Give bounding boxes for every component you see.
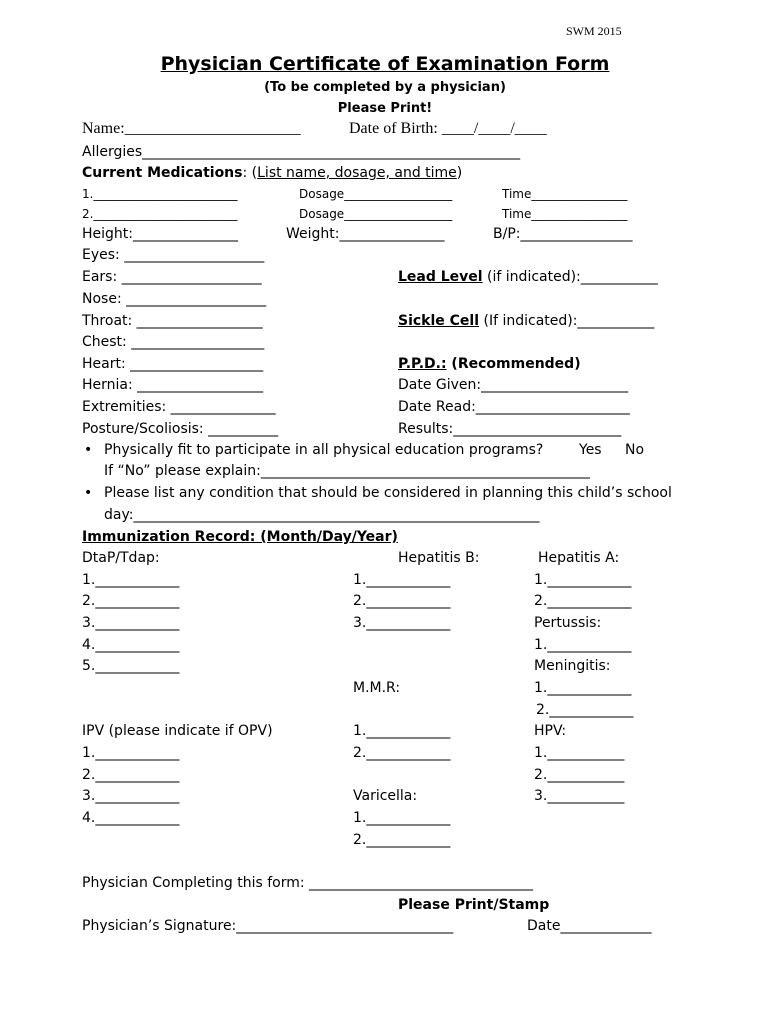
bp-field[interactable]: B/P:________________: [493, 226, 633, 242]
chest-field[interactable]: Chest: ___________________: [82, 334, 265, 350]
medication-1-name[interactable]: 1.________________________: [82, 187, 238, 201]
hepb-1-field[interactable]: 1.____________: [353, 572, 451, 588]
dtap-4-field[interactable]: 4.____________: [82, 637, 180, 653]
physically-fit-question: Physically fit to participate in all physical education programs?: [104, 442, 544, 458]
hpv-3-field[interactable]: 3.___________: [534, 788, 625, 804]
hepb-2-field[interactable]: 2.____________: [353, 593, 451, 609]
allergies-field[interactable]: Allergies______________________________________________________: [82, 144, 521, 160]
mmr-1-field[interactable]: 1.____________: [353, 723, 451, 739]
ppd-results-field[interactable]: Results:________________________: [398, 421, 622, 437]
lead-level-label: Lead Level: [398, 269, 483, 285]
meningitis-label: Meningitis:: [534, 658, 611, 674]
heart-field[interactable]: Heart: ___________________: [82, 356, 264, 372]
ppd-date-given-field[interactable]: Date Given:_____________________: [398, 377, 629, 393]
posture-field[interactable]: Posture/Scoliosis: __________: [82, 421, 279, 437]
medications-close: ): [456, 165, 463, 181]
medication-1-time[interactable]: Time________________: [502, 187, 628, 201]
throat-field[interactable]: Throat: __________________: [82, 313, 263, 329]
lead-level-field[interactable]: [398, 269, 658, 285]
explain-field[interactable]: If “No” please explain:_______________________________________________: [104, 463, 590, 479]
varicella-2-field[interactable]: 2.____________: [353, 832, 451, 848]
condition-question: Please list any condition that should be considered in planning this child’s school: [104, 485, 672, 501]
medication-2-dosage[interactable]: Dosage__________________: [299, 207, 453, 221]
please-print-note: Please Print!: [337, 101, 433, 116]
form-code: SWM 2015: [566, 24, 622, 38]
condition-field[interactable]: day:__________________________________________________________: [104, 507, 540, 523]
varicella-1-field[interactable]: 1.____________: [353, 810, 451, 826]
medication-2-name[interactable]: 2.________________________: [82, 207, 238, 221]
signature-date-field[interactable]: Date_____________: [527, 918, 652, 934]
medications-label: Current Medications: [82, 165, 243, 181]
pertussis-label: Pertussis:: [534, 615, 602, 631]
ppd-recommended: (Recommended): [446, 356, 581, 372]
medications-heading: [82, 165, 462, 181]
bullet-icon: •: [84, 485, 93, 501]
ipv-label: IPV (please indicate if OPV): [82, 723, 273, 739]
physician-completing-field[interactable]: Physician Completing this form: ________________________________: [82, 875, 534, 891]
ears-field[interactable]: Ears: ____________________: [82, 269, 262, 285]
ppd-heading: [398, 356, 581, 372]
pertussis-1-field[interactable]: 1.____________: [534, 637, 632, 653]
hepa-2-field[interactable]: 2.____________: [534, 593, 632, 609]
ipv-2-field[interactable]: 2.____________: [82, 767, 180, 783]
ipv-3-field[interactable]: 3.____________: [82, 788, 180, 804]
hepb-3-field[interactable]: 3.____________: [353, 615, 451, 631]
medication-2-time[interactable]: Time________________: [502, 207, 628, 221]
page-title: Physician Certificate of Examination Form: [160, 53, 610, 75]
meningitis-2-field[interactable]: 2.____________: [536, 702, 634, 718]
fit-yes-option[interactable]: Yes: [579, 442, 602, 458]
ppd-date-read-field[interactable]: Date Read:______________________: [398, 399, 630, 415]
name-field[interactable]: Name:______________________: [82, 120, 301, 137]
hernia-field[interactable]: Hernia: __________________: [82, 377, 264, 393]
medications-colon: : (: [242, 165, 258, 181]
varicella-label: Varicella:: [353, 788, 418, 804]
physician-signature-field[interactable]: Physician’s Signature:_______________________________: [82, 918, 454, 934]
mmr-2-field[interactable]: 2.____________: [353, 745, 451, 761]
hepa-1-field[interactable]: 1.____________: [534, 572, 632, 588]
bullet-icon: •: [84, 442, 93, 458]
eyes-field[interactable]: Eyes: ____________________: [82, 247, 265, 263]
dtap-2-field[interactable]: 2.____________: [82, 593, 180, 609]
nose-field[interactable]: Nose: ____________________: [82, 291, 267, 307]
medications-hint: List name, dosage, and time: [257, 165, 457, 181]
sickle-cell-line: (If indicated):___________: [479, 313, 655, 329]
hpv-1-field[interactable]: 1.___________: [534, 745, 625, 761]
ipv-1-field[interactable]: 1.____________: [82, 745, 180, 761]
dob-field[interactable]: Date of Birth: ____/____/____: [349, 120, 547, 137]
fit-no-option[interactable]: No: [625, 442, 645, 458]
immunization-heading: Immunization Record: (Month/Day/Year): [82, 529, 398, 545]
page-subtitle: (To be completed by a physician): [264, 80, 506, 95]
hepa-label: Hepatitis A:: [538, 550, 620, 566]
mmr-label: M.M.R:: [353, 680, 401, 696]
hpv-label: HPV:: [534, 723, 567, 739]
dtap-1-field[interactable]: 1.____________: [82, 572, 180, 588]
please-print-stamp-note: Please Print/Stamp: [398, 897, 550, 913]
dtap-3-field[interactable]: 3.____________: [82, 615, 180, 631]
height-field[interactable]: Height:_______________: [82, 226, 238, 242]
extremities-field[interactable]: Extremities: _______________: [82, 399, 276, 415]
weight-field[interactable]: Weight:_______________: [286, 226, 445, 242]
lead-level-line: (if indicated):___________: [482, 269, 658, 285]
sickle-cell-label: Sickle Cell: [398, 313, 480, 329]
sickle-cell-field[interactable]: [398, 313, 654, 329]
meningitis-1-field[interactable]: 1.____________: [534, 680, 632, 696]
dtap-5-field[interactable]: 5.____________: [82, 658, 180, 674]
medication-1-dosage[interactable]: Dosage__________________: [299, 187, 453, 201]
hepb-label: Hepatitis B:: [398, 550, 480, 566]
ipv-4-field[interactable]: 4.____________: [82, 810, 180, 826]
hpv-2-field[interactable]: 2.___________: [534, 767, 625, 783]
ppd-label: P.P.D.:: [398, 356, 447, 372]
dtap-label: DtaP/Tdap:: [82, 550, 160, 566]
